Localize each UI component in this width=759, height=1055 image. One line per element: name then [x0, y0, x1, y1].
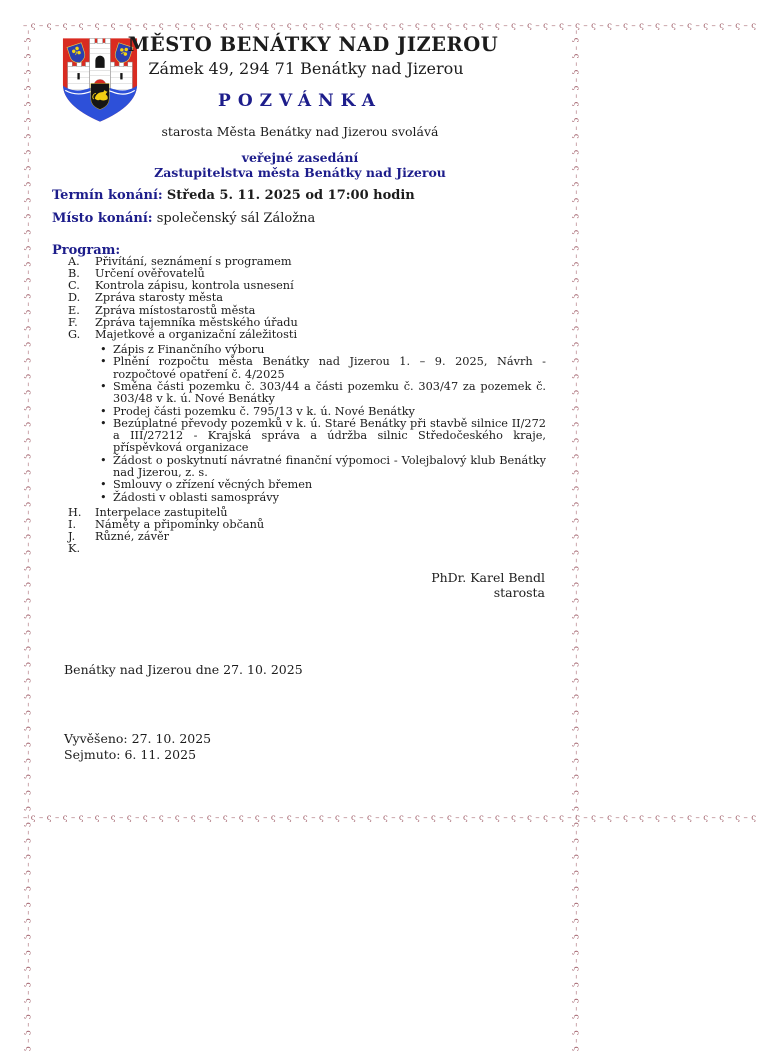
date-value: Středa 5. 11. 2025 od 17:00 hodin	[166, 188, 415, 203]
document-dateline: Benátky nad Jizerou dne 27. 10. 2025	[64, 662, 303, 677]
bullet-icon	[100, 356, 113, 381]
sub-item-text: Směna části pozemku č. 303/44 a části pozemku č. 303/47 za pozemek č. 303/48 v k. ú. Nové Benátky	[113, 379, 546, 406]
border-ornament-bottom: –ς–ς–ς–ς–ς–ς–ς–ς–ς–ς–ς–ς–ς–ς–ς–ς–ς–ς–ς–ς–ς–ς–ς–ς–ς–ς–ς–ς–ς–ς–ς–ς–ς–ς–ς–ς–ς–ς–ς–ς–ς–ς–ς–ς–ς–ς	[23, 813, 759, 823]
item-text: Kontrola zápisu, kontrola usnesení	[95, 279, 294, 293]
program-item	[68, 292, 546, 304]
item-text: Přivítání, seznámení s programem	[95, 255, 292, 268]
posted-line: Vyvěšeno: 27. 10. 2025	[64, 731, 212, 746]
bullet-icon	[100, 479, 113, 491]
program-sub-item	[100, 418, 546, 455]
program-sub-item	[100, 455, 546, 480]
item-letter: J.	[68, 530, 76, 544]
city-address: Zámek 49, 294 71 Benátky nad Jizerou	[148, 59, 464, 78]
program-item	[68, 531, 546, 543]
item-letter: I.	[68, 518, 77, 532]
item-letter: G.	[68, 327, 81, 341]
item-text: Interpelace zastupitelů	[95, 505, 228, 519]
document-header	[0, 34, 600, 181]
program-sub-item	[100, 492, 546, 504]
meeting-date-line	[52, 187, 545, 204]
bullet-icon	[100, 492, 113, 504]
item-text: Zpráva starosty města	[95, 291, 223, 305]
session-body-line: Zastupitelstva města Benátky nad Jizerou	[154, 165, 446, 180]
item-text: Různé, závěr	[95, 530, 170, 544]
sub-item-text: Plnění rozpočtu města Benátky nad Jizerou 1. – 9. 2025, Návrh - rozpočtové opatření č. 4/2025	[113, 355, 546, 381]
item-letter: K.	[68, 542, 81, 556]
item-letter: B.	[68, 267, 80, 281]
item-text: Náměty a připomínky občanů	[95, 518, 265, 532]
sub-item-text: Žádosti v oblasti samosprávy	[113, 490, 280, 504]
item-letter: D.	[68, 291, 81, 305]
program-sub-item	[100, 479, 546, 491]
meeting-details	[52, 187, 545, 259]
item-letter: H.	[68, 505, 82, 519]
program-sub-list	[100, 344, 546, 504]
program-item	[68, 305, 546, 317]
item-letter: A.	[68, 255, 80, 268]
place-value: společenský sál Záložna	[156, 211, 316, 226]
sub-item-text: Bezúplatné převody pozemků v k. ú. Staré Benátky při stavbě silnice II/272 a III/27212 - Krajská správa a údržba silnic Středočeského kraje, příspěvková organizace	[113, 416, 546, 455]
item-letter: F.	[68, 315, 78, 329]
program-sub-item	[100, 356, 546, 381]
sub-item-text: Zápis z Finančního výboru	[113, 343, 265, 357]
item-text	[95, 543, 546, 555]
program-sub-item	[100, 381, 546, 406]
place-label: Místo konání:	[52, 211, 153, 226]
bullet-icon	[100, 381, 113, 406]
item-text: Zpráva místostarostů města	[95, 303, 256, 317]
meeting-place-line	[52, 210, 545, 227]
program-item	[68, 329, 546, 341]
border-ornament-top: –ς–ς–ς–ς–ς–ς–ς–ς–ς–ς–ς–ς–ς–ς–ς–ς–ς–ς–ς–ς–ς–ς–ς–ς–ς–ς–ς–ς–ς–ς–ς–ς–ς–ς–ς–ς–ς–ς–ς–ς–ς–ς–ς–ς–ς–ς	[23, 21, 759, 31]
signatory-name: PhDr. Karel Bendl	[431, 570, 545, 585]
date-label: Termín konání:	[52, 188, 163, 203]
sub-item-text: Smlouvy o zřízení věcných břemen	[113, 478, 313, 492]
signatory-role: starosta	[493, 584, 545, 600]
bullet-icon	[100, 418, 113, 455]
item-letter: E.	[68, 303, 80, 317]
program-list	[68, 256, 546, 556]
bullet-icon	[100, 455, 113, 480]
item-text: Majetkové a organizační záležitosti	[95, 327, 298, 341]
city-title: MĚSTO BENÁTKY NAD JIZEROU	[127, 33, 499, 56]
convener-line: starosta Města Benátky nad Jizerou svolává	[161, 124, 439, 139]
item-text: Zpráva tajemníka městského úřadu	[95, 315, 298, 329]
border-ornament-left: –ς–ς–ς–ς–ς–ς–ς–ς–ς–ς–ς–ς–ς–ς–ς–ς–ς–ς–ς–ς–ς–ς–ς–ς–ς–ς–ς–ς–ς–ς–ς–ς–ς–ς–ς–ς–ς–ς–ς–ς–ς–ς–ς–ς–ς–ς–ς–ς–ς–ς–ς–ς–ς–ς–ς–ς–ς–ς–ς–ς–ς–ς–ς–ς	[23, 30, 33, 1055]
item-letter: C.	[68, 279, 80, 293]
sub-item-text: Žádost o poskytnutí návratné finanční výpomoci - Volejbalový klub Benátky nad Jizerou, z. s.	[113, 453, 546, 480]
posting-dates	[64, 731, 211, 762]
removed-line: Sejmuto: 6. 11. 2025	[64, 746, 197, 762]
sub-item-text: Prodej části pozemku č. 795/13 v k. ú. Nové Benátky	[113, 404, 415, 418]
program-item	[68, 543, 546, 555]
session-type-line: veřejné zasedání	[241, 150, 359, 165]
signature-block	[431, 571, 545, 600]
invitation-title: POZVÁNKA	[218, 91, 382, 111]
program-label: Program:	[52, 243, 121, 258]
item-text: Určení ověřovatelů	[95, 267, 205, 281]
border-ornament-right: –ς–ς–ς–ς–ς–ς–ς–ς–ς–ς–ς–ς–ς–ς–ς–ς–ς–ς–ς–ς–ς–ς–ς–ς–ς–ς–ς–ς–ς–ς–ς–ς–ς–ς–ς–ς–ς–ς–ς–ς–ς–ς–ς–ς–ς–ς–ς–ς–ς–ς–ς–ς–ς–ς–ς–ς–ς–ς–ς–ς–ς–ς–ς–ς	[571, 30, 581, 1055]
